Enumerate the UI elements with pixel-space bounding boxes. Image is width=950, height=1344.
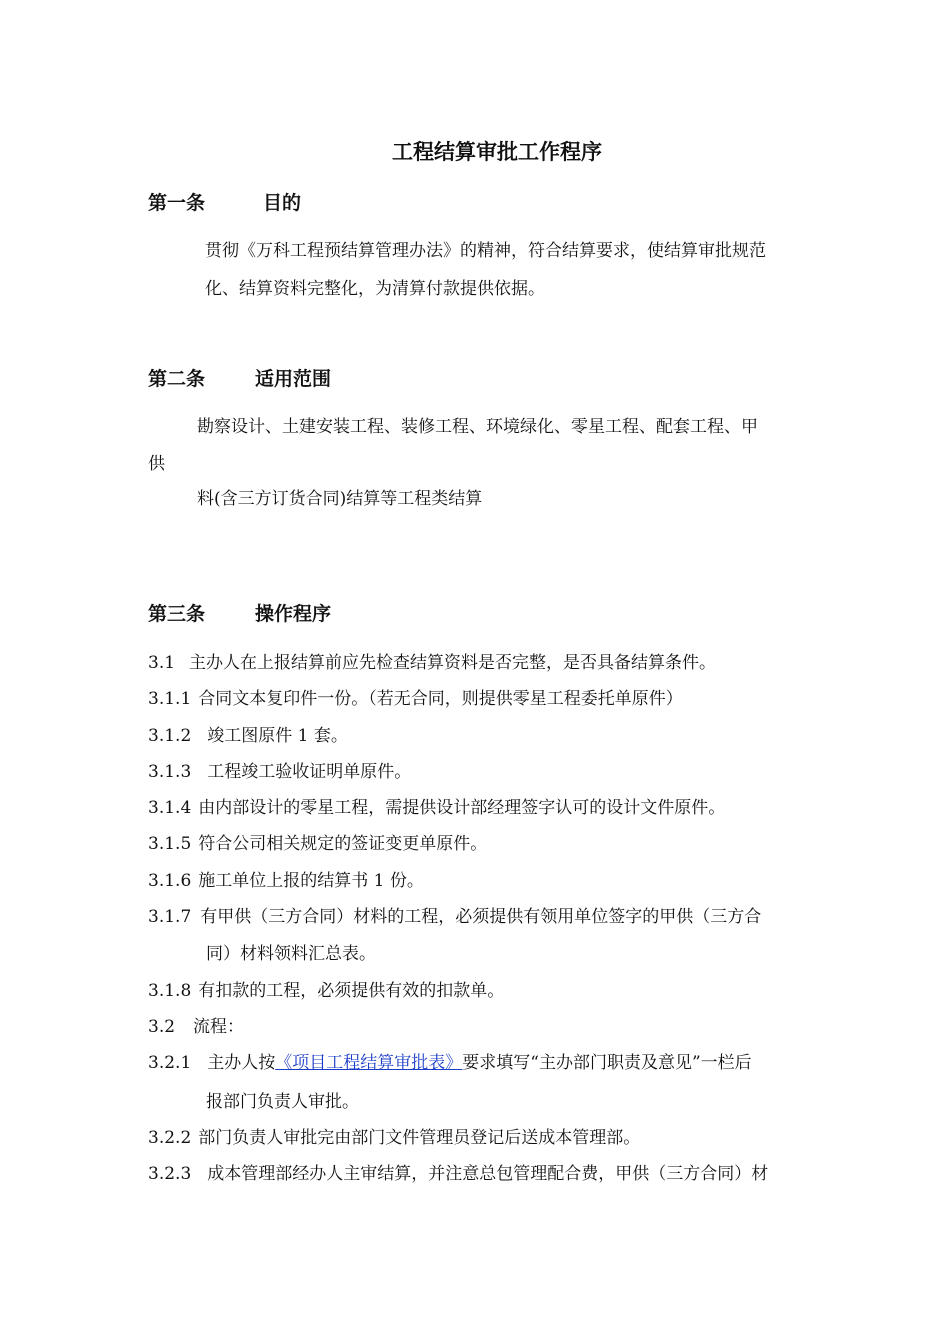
list-item: 3.1.6 施工单位上报的结算书 1 份。: [148, 871, 424, 891]
section-1-name: 目的: [263, 192, 302, 214]
section-1-heading: [148, 188, 301, 215]
section-2-heading: [148, 364, 331, 391]
list-item: 3.1.1 合同文本复印件一份。（若无合同，则提供零星工程委托单原件）: [148, 689, 683, 709]
list-item: 3.1.4 由内部设计的零星工程，需提供设计部经理签字认可的设计文件原件。: [148, 798, 726, 818]
list-item: 3.1.7 有甲供（三方合同）材料的工程，必须提供有领用单位签字的甲供（三方合: [148, 907, 762, 927]
list-item-continuation: 报部门负责人审批。: [206, 1092, 359, 1112]
list-item: 3.1.8 有扣款的工程，必须提供有效的扣款单。: [148, 981, 505, 1001]
list-item: 3.1.5 符合公司相关规定的签证变更单原件。: [148, 834, 488, 854]
document-title: 工程结算审批工作程序: [392, 140, 602, 164]
section-2-number: 第二条: [148, 368, 206, 390]
list-item: 3.1.3 工程竣工验收证明单原件。: [148, 762, 412, 782]
section-2-body-line-1: 勘察设计、土建安装工程、装修工程、环境绿化、零星工程、配套工程、甲: [197, 417, 758, 437]
list-item: 3.1.2 竣工图原件 1 套。: [148, 726, 348, 746]
list-item-continuation: 同）材料领料汇总表。: [206, 944, 376, 964]
section-3-number: 第三条: [148, 603, 206, 625]
list-item: 3.2.2 部门负责人审批完由部门文件管理员登记后送成本管理部。: [148, 1128, 641, 1148]
list-item: 3.2 流程：: [148, 1017, 245, 1037]
list-item: 3.1 主办人在上报结算前应先检查结算资料是否完整，是否具备结算条件。: [148, 653, 717, 673]
section-3-heading: [148, 599, 331, 626]
section-2-body-line-3: 料(含三方订货合同)结算等工程类结算: [197, 489, 483, 509]
section-2-body-line-2: 供: [148, 454, 165, 474]
section-1-body-line-1: 贯彻《万科工程预结算管理办法》的精神，符合结算要求，使结算审批规范: [205, 241, 766, 261]
approval-form-link[interactable]: 《项目工程结算审批表》: [275, 1053, 463, 1073]
list-item: 3.2.1 主办人按《项目工程结算审批表》要求填写“主办部门职责及意见”一栏后: [148, 1053, 752, 1073]
section-1-body-line-2: 化、结算资料完整化，为清算付款提供依据。: [205, 279, 545, 299]
list-item: 3.2.3 成本管理部经办人主审结算，并注意总包管理配合费，甲供（三方合同）材: [148, 1164, 769, 1184]
section-3-name: 操作程序: [255, 603, 332, 625]
section-1-number: 第一条: [148, 192, 206, 214]
section-2-name: 适用范围: [255, 368, 332, 390]
